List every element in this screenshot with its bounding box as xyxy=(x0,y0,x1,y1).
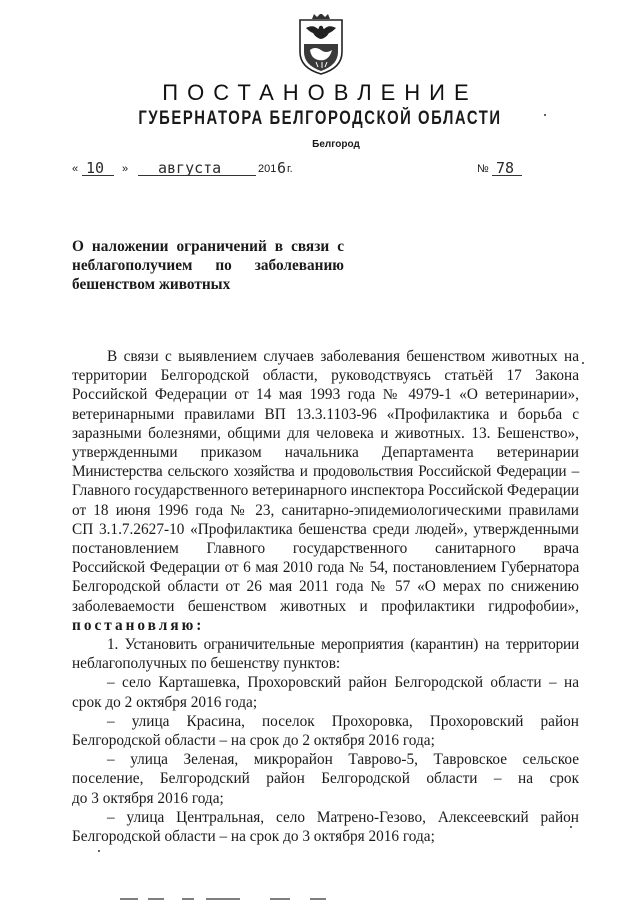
body-line: СП 3.1.7.2627-10 «Профилактика бешенства среди людей», утвержденными xyxy=(72,520,579,538)
list-item-line: – улица Зеленая, микрорайон Таврово-5, Тавровское сельское xyxy=(107,751,579,769)
document-title: ПОСТАНОВЛЕНИЕ xyxy=(162,80,478,105)
date-year-digit: 6 xyxy=(277,159,287,177)
scan-speck xyxy=(98,850,100,852)
date-day: 10 xyxy=(86,159,105,177)
list-item-line: Белгородской области – на срок до 2 октября 2016 года; xyxy=(72,732,435,750)
body-line: заразными болезнями, общими для человека и животных. 13. Бешенство», xyxy=(72,424,579,442)
body-line: Министерства сельского хозяйства и продовольствия Российской Федерации – xyxy=(72,463,579,481)
subject-line: бешенством животных xyxy=(72,276,231,293)
body-line: В связи с выявлением случаев заболевания бешенством животных на xyxy=(107,348,579,365)
body-line: Белгородской области от 26 мая 2011 года № 57 «О мерах по снижению xyxy=(72,578,579,596)
body-line: Российской Федерации от 14 мая 1993 года № 4979-1 «О ветеринарии», xyxy=(72,386,579,404)
body-line: Главного государственного ветеринарного инспектора Российской Федерации xyxy=(72,482,580,500)
body-line: заболеваемости бешенством животных и профилактики гидрофобии», xyxy=(72,597,579,615)
item-line: 1. Установить ограничительные мероприятия (карантин) на территории xyxy=(107,636,579,654)
scan-speck xyxy=(582,362,584,364)
list-item-line: поселение, Белгородский район Белгородской области – на срок xyxy=(72,770,579,788)
body-line: ветеринарными правилами ВП 13.3.1103-96 «Профилактика и борьба с xyxy=(72,405,579,423)
body-line: территории Белгородской области, руководствуясь статьёй 17 Закона xyxy=(72,367,579,385)
body-line: Российской Федерации от 6 мая 2010 года № 54, постановлением Губернатора xyxy=(72,559,579,577)
doc-number-underline xyxy=(492,175,522,176)
document-body xyxy=(72,347,579,846)
scan-speck xyxy=(570,826,572,828)
date-number-line xyxy=(72,159,572,183)
date-year-prefix: 201 xyxy=(258,163,277,175)
list-item-line: – село Карташевка, Прохоровский район Белгородской области – на xyxy=(107,674,579,692)
scan-speck xyxy=(544,114,546,116)
date-year-suffix: г. xyxy=(287,163,293,175)
document-city: Белгород xyxy=(312,139,360,150)
date-month: августа xyxy=(158,159,222,177)
subject-line: неблагополучием по заболеванию xyxy=(72,257,344,274)
doc-number: 78 xyxy=(496,159,515,177)
body-line: утвержденными приказом начальника Департамента ветеринарии xyxy=(72,444,579,462)
resolve-word: постановляю: xyxy=(72,616,205,634)
item-line: неблагополучных по бешенству пунктов: xyxy=(72,655,341,673)
list-item-line: Белгородской области – на срок до 3 октября 2016 года; xyxy=(72,828,435,846)
footer-scan-dashes xyxy=(120,897,360,901)
body-line: от 18 июня 1996 года № 23, санитарно-эпидемиологическими правилами xyxy=(72,501,579,519)
list-item-line: – улица Красина, поселок Прохоровка, Прохоровский район xyxy=(107,712,579,730)
list-item-line: срок до 2 октября 2016 года; xyxy=(72,693,258,711)
coat-of-arms-emblem xyxy=(296,14,346,76)
document-subject xyxy=(72,237,344,294)
date-day-underline xyxy=(82,175,114,176)
date-month-underline xyxy=(138,175,256,176)
date-open-quote: « xyxy=(72,163,79,175)
subject-line: О наложении ограничений в связи с xyxy=(72,238,344,255)
date-close-quote: » xyxy=(122,163,129,175)
body-line: постановлением Главного государственного санитарного врача xyxy=(72,540,579,558)
document-subtitle: ГУБЕРНАТОРА БЕЛГОРОДСКОЙ ОБЛАСТИ xyxy=(138,108,502,129)
doc-number-label: № xyxy=(477,163,489,175)
list-item-line: – улица Центральная, село Матрено-Гезово, Алексеевский район xyxy=(107,808,579,826)
list-item-line: до 3 октября 2016 года; xyxy=(72,789,224,807)
